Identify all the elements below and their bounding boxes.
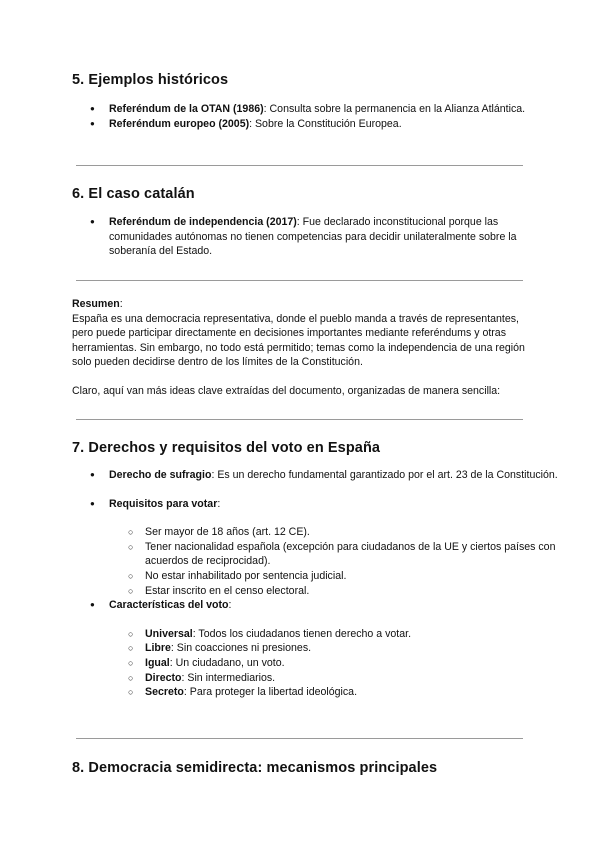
list-item-caracteristicas: ● Características del voto: ○ Universal: Todos los ciudadanos tienen derecho a votar. ○ Libre: Sin coacciones ni presiones. ○ Igual: Un ciudadano, un voto. ○ Directo: Sin intermediarios. ○ Secreto: Para proteger la libertad ideológica. (109, 598, 564, 700)
list-item: ● Referéndum europeo (2005): Sobre la Constitución Europea. (109, 117, 564, 132)
divider (76, 280, 523, 281)
list-item: ● Referéndum de la OTAN (1986): Consulta sobre la permanencia en la Alianza Atlántica. (109, 102, 564, 117)
sublist-item: ○ Libre: Sin coacciones ni presiones. (145, 641, 564, 656)
divider (76, 738, 523, 739)
sublist-item: ○ Directo: Sin intermediarios. (145, 671, 564, 686)
section-6-list (72, 215, 564, 259)
list-item: ● Referéndum de independencia (2017): Fue declarado inconstitucional porque las comunidades autónomas no tienen competencias para decidir unilateralmente sobre la soberanía del Estado. (109, 215, 564, 259)
list-item-derecho: ● Derecho de sufragio: Es un derecho fundamental garantizado por el art. 23 de la Constitución. (109, 468, 564, 483)
sublist-item: ○ Igual: Un ciudadano, un voto. (145, 656, 564, 671)
sublist-item: ○ Estar inscrito en el censo electoral. (145, 584, 564, 599)
section-5-heading: 5. Ejemplos históricos (72, 72, 229, 88)
sublist-item: ○ Secreto: Para proteger la libertad ideológica. (145, 685, 564, 700)
section-6-heading: 6. El caso catalán (72, 186, 195, 202)
divider (76, 419, 523, 420)
summary-body: España es una democracia representativa, donde el pueblo manda a través de representantes, pero puede participar directamente en decisiones importantes mediante referéndums y otras herramientas. Sin embargo, no todo está permitido; temas como la independencia de una región solo pueden decidirse dentro de los límites de la Constitución. (72, 312, 525, 369)
summary-label: Resumen (72, 298, 120, 310)
sublist-item: ○ Ser mayor de 18 años (art. 12 CE). (145, 525, 564, 540)
caracteristicas-sublist (109, 627, 564, 700)
section-5-list (72, 102, 564, 131)
divider (76, 165, 523, 166)
sublist-item: ○ Universal: Todos los ciudadanos tienen derecho a votar. (145, 627, 564, 642)
sublist-item: ○ Tener nacionalidad española (excepción para ciudadanos de la UE y ciertos países con acuerdos de reciprocidad). (145, 540, 564, 569)
section-8-heading: 8. Democracia semidirecta: mecanismos principales (72, 760, 438, 776)
summary-intro: Claro, aquí van más ideas clave extraídas del documento, organizadas de manera sencilla: (72, 385, 501, 397)
section-7-list (72, 468, 564, 700)
summary-paragraph: Resumen: España es una democracia representativa, donde el pueblo manda a través de representantes, pero puede participar directamente en decisiones importantes mediante referéndums y otras herramientas. Sin embargo, no todo está permitido; temas como la independencia de una región solo pueden decidirse dentro de los límites de la Constitución. (72, 298, 525, 369)
sublist-item: ○ No estar inhabilitado por sentencia judicial. (145, 569, 564, 584)
list-item-requisitos: ● Requisitos para votar: ○ Ser mayor de 18 años (art. 12 CE). ○ Tener nacionalidad española (excepción para ciudadanos de la UE y ciertos países con acuerdos de reciprocidad). ○ No estar inhabilitado por sentencia judicial. ○ Estar inscrito en el censo electoral. (109, 497, 564, 599)
section-7-heading: 7. Derechos y requisitos del voto en España (72, 440, 381, 456)
requisitos-sublist (109, 525, 564, 598)
